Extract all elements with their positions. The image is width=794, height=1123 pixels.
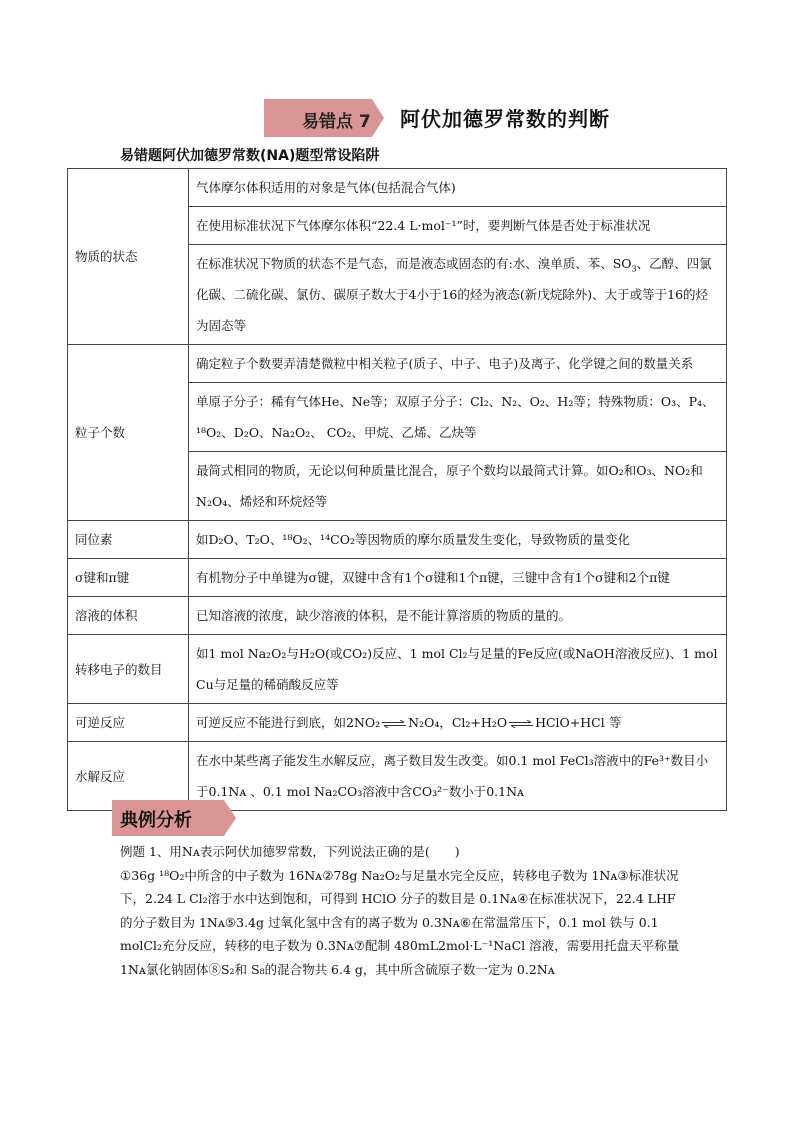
particles-rule-1: 确定粒子个数要弄清楚微粒中相关粒子(质子、中子、电子)及离子、化学键之间的数量关系 [189,345,727,383]
volume-rule: 已知溶液的浓度，缺少溶液的体积，是不能计算溶质的物质的量的。 [189,597,727,635]
category-reversible: 可逆反应 [68,704,189,742]
category-bonds: σ键和π键 [68,559,189,597]
page-title: 阿伏加德罗常数的判断 [400,107,610,131]
table-row [68,169,727,207]
category-volume: 溶液的体积 [68,597,189,635]
traps-table [67,168,727,811]
table-subtitle: 易错题阿伏加德罗常数(NA)题型常设陷阱 [120,148,380,164]
state-rule-3-part-a: 在标准状况下物质的状态不是气态，而是液态或固态的有:水、溴单质、苯、SO [196,256,632,271]
reversible-text-2: N₂O₄，Cl₂+H₂O [408,715,508,730]
category-electrons: 转移电子的数目 [68,635,189,704]
table-row [68,597,727,635]
state-rule-1: 气体摩尔体积适用的对象是气体(包括混合气体) [189,169,727,207]
state-rule-3-part-b: 、乙醇、四氯化碳、二硫化碳、氯仿、碳原子数大于4小于16的烃为液态(新戊烷除外)、大于或等于16的烃为固态等 [196,256,712,333]
equilibrium-arrow-icon [509,720,533,728]
example-prompt: 例题 1、用Nᴀ表示阿伏加德罗常数，下列说法正确的是( ) [120,844,460,859]
table-row [68,559,727,597]
reversible-text-3: HClO+HCl 等 [535,715,622,730]
isotope-rule: 如D₂O、T₂O、¹⁸O₂、¹⁴CO₂等因物质的摩尔质量发生变化，导致物质的量变化 [189,521,727,559]
bonds-rule: 有机物分子中单键为σ键，双键中含有1个σ键和1个π键，三键中含有1个σ键和2个π键 [189,559,727,597]
particles-rule-3: 最简式相同的物质，无论以何种质量比混合，原子个数均以最简式计算。如O₂和O₃、NO₂和N₂O₄、烯烃和环烷烃等 [189,452,727,521]
reversible-text-1: 可逆反应不能进行到底，如2NO₂ [196,715,381,730]
table-row [68,521,727,559]
category-isotope: 同位素 [68,521,189,559]
category-particles: 粒子个数 [68,345,189,521]
category-state: 物质的状态 [68,169,189,345]
particles-rule-2: 单原子分子：稀有气体He、Ne等；双原子分子：Cl₂、N₂、O₂、H₂等；特殊物质：O₃、P₄、¹⁸O₂、D₂O、Na₂O₂、 CO₂、甲烷、乙烯、乙炔等 [189,383,727,452]
hydrolysis-rule: 在水中某些离子能发生水解反应，离子数目发生改变。如0.1 mol FeCl₃溶液中的Fe³⁺数目小于0.1Nᴀ 、0.1 mol Na₂CO₃溶液中含CO₃²⁻数小于0.1Nᴀ [189,742,727,811]
example-banner-label: 典例分析 [120,810,192,831]
table-row [68,345,727,383]
badge-label: 易错点 7 [302,112,371,132]
table-row [68,704,727,742]
example-banner [112,800,236,836]
reversible-rule [189,704,727,742]
electrons-rule: 如1 mol Na₂O₂与H₂O(或CO₂)反应、1 mol Cl₂与足量的Fe反应(或NaOH溶液反应)、1 mol Cu与足量的稀硝酸反应等 [189,635,727,704]
equilibrium-arrow-icon [382,720,406,728]
table-row [68,635,727,704]
state-rule-2: 在使用标准状况下气体摩尔体积“22.4 L·mol⁻¹”时，要判断气体是否处于标准状况 [189,207,727,245]
example-body: ①36g ¹⁸O₂中所含的中子数为 16Nᴀ②78g Na₂O₂与足量水完全反应，转移电子数为 1Nᴀ③标准状况下，2.24 L Cl₂溶于水中达到饱和，可得到 HClO 分子的数目是 0.1Nᴀ④在标准状况下，22.4 LHF 的分子数目为 1Nᴀ⑤3.4g 过氧化氢中含有的离子数为 0.3Nᴀ⑥在常温常压下，0.1 mol 铁与 0.1 molCl₂充分反应，转移的电子数为 0.3Nᴀ⑦配制 480mL2mol·L⁻¹NaCl 溶液，需要用托盘天平称量 1Nᴀ氯化钠固体⑧S₂和 S₈的混合物共 6.4 g，其中所含硫原子数一定为 0.2Nᴀ [120,867,680,977]
category-hydrolysis: 水解反应 [68,742,189,811]
example-question [120,840,690,981]
state-rule-3: 在标准状况下物质的状态不是气态，而是液态或固态的有:水、溴单质、苯、$SO_3$、乙醇、四氯化碳、二硫化碳、氯仿、碳原子数大于4小于16的烃为液态(新戊烷除外)、大于或等于16的烃为固态等 [189,245,727,345]
section-badge [264,99,384,137]
